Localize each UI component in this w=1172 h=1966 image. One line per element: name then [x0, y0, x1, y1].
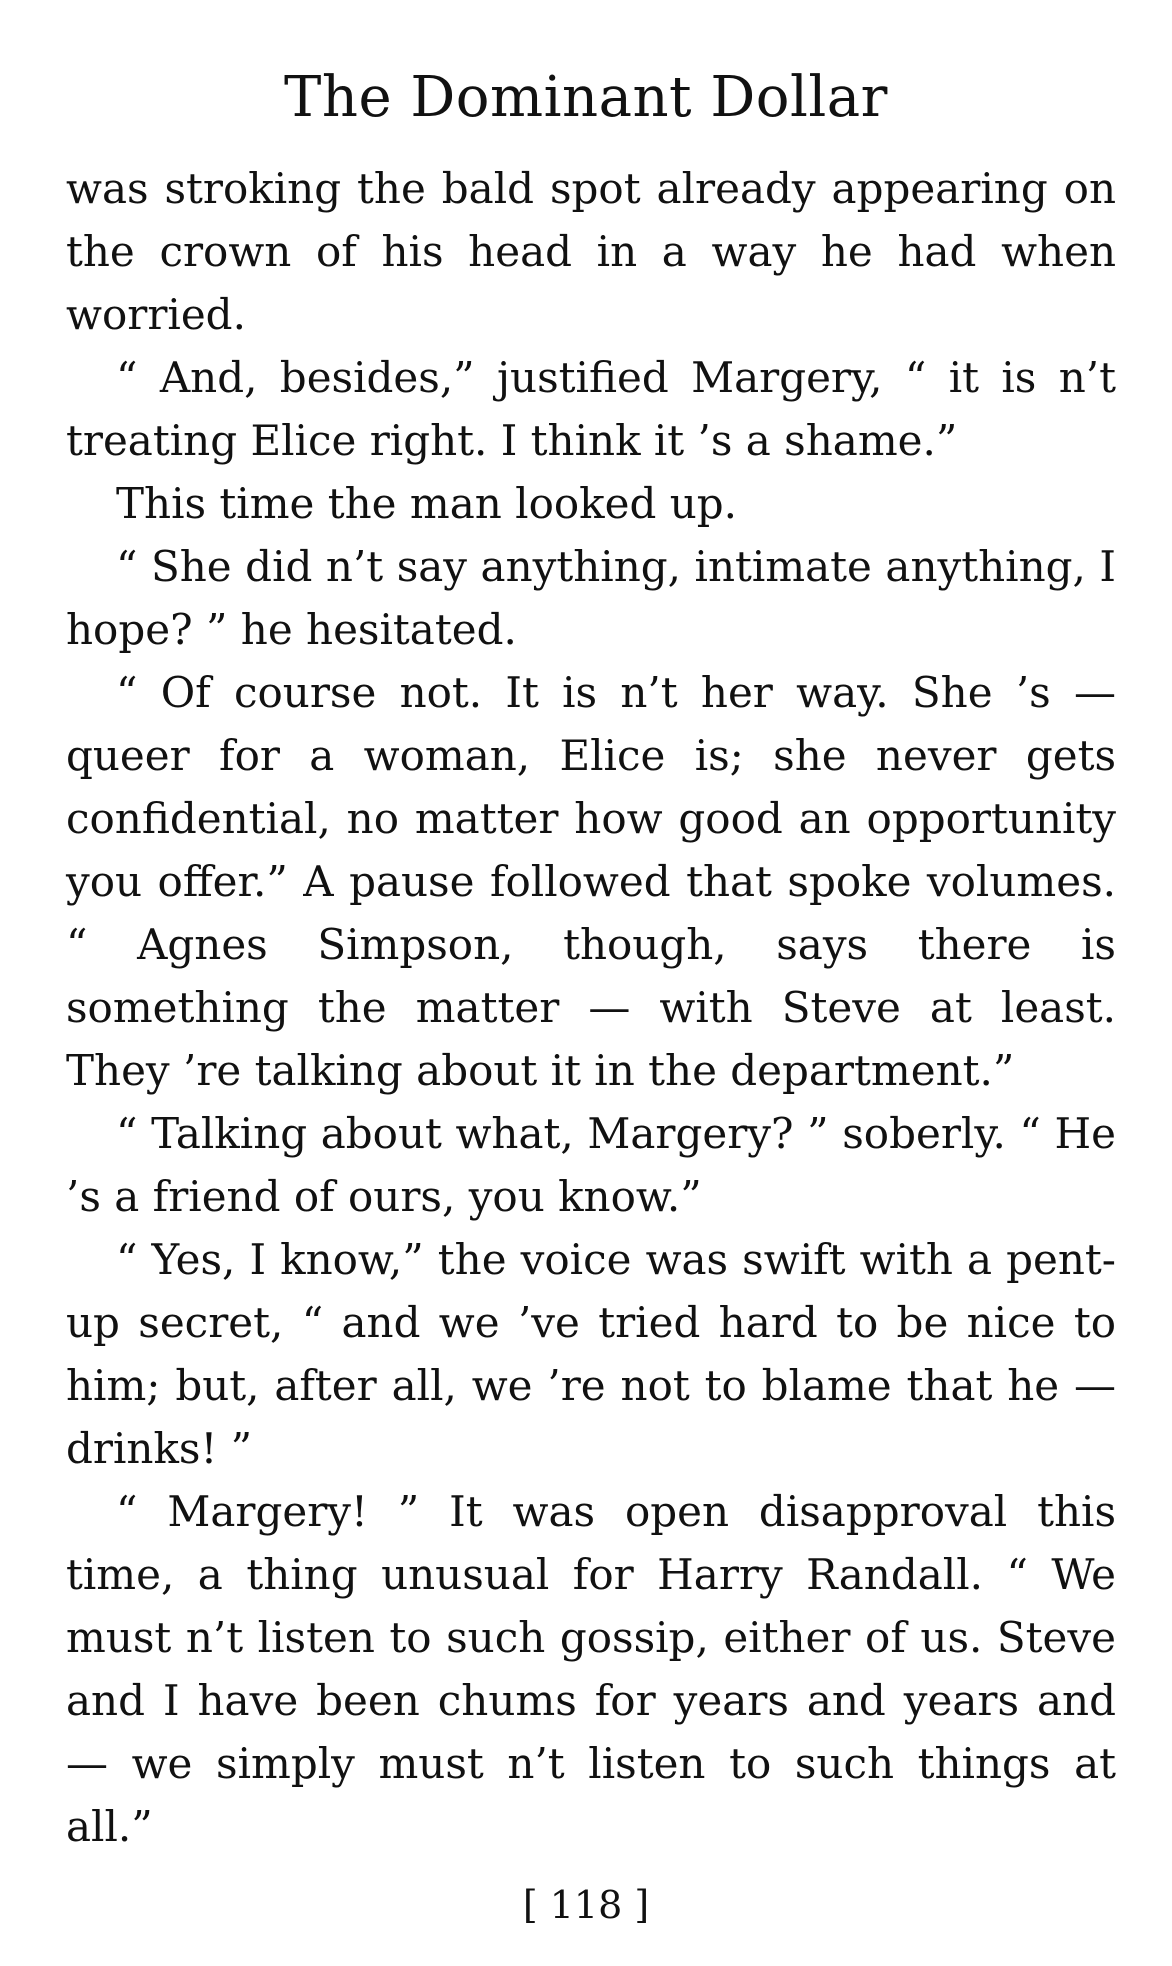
paragraph: “ Yes, I know,” the voice was swift with a pent-up secret, “ and we ’ve tried hard to be nice to him; but, after all, we ’re not to blame that he — drinks! ”: [66, 1235, 1116, 1473]
paragraph: “ She did n’t say anything, intimate anything, I hope? ” he hesitated.: [66, 542, 1116, 654]
paragraph: “ And, besides,” justified Margery, “ it is n’t treating Elice right. I think it ’s a shame.”: [66, 353, 1116, 465]
paragraph: “ Talking about what, Margery? ” soberly. “ He ’s a friend of ours, you know.”: [66, 1109, 1116, 1221]
paragraph: was stroking the bald spot already appearing on the crown of his head in a way he had when worried.: [66, 164, 1116, 339]
paragraph: “ Margery! ” It was open disapproval this time, a thing unusual for Harry Randall. “ We must n’t listen to such gossip, either of us. Steve and I have been chums for years and years and — we simply must n’t listen to such things at all.”: [66, 1487, 1116, 1851]
body-text: [66, 157, 1116, 1858]
paragraph: “ Of course not. It is n’t her way. She ’s — queer for a woman, Elice is; she never gets confidential, no matter how good an opportunity you offer.” A pause followed that spoke volumes. “ Agnes Simpson, though, says there is something the matter — with Steve at least. They ’re talking about it in the department.”: [66, 668, 1116, 1095]
running-head: The Dominant Dollar: [284, 65, 888, 130]
paragraph: This time the man looked up.: [116, 479, 737, 528]
page-number: [ 118 ]: [522, 1883, 650, 1927]
